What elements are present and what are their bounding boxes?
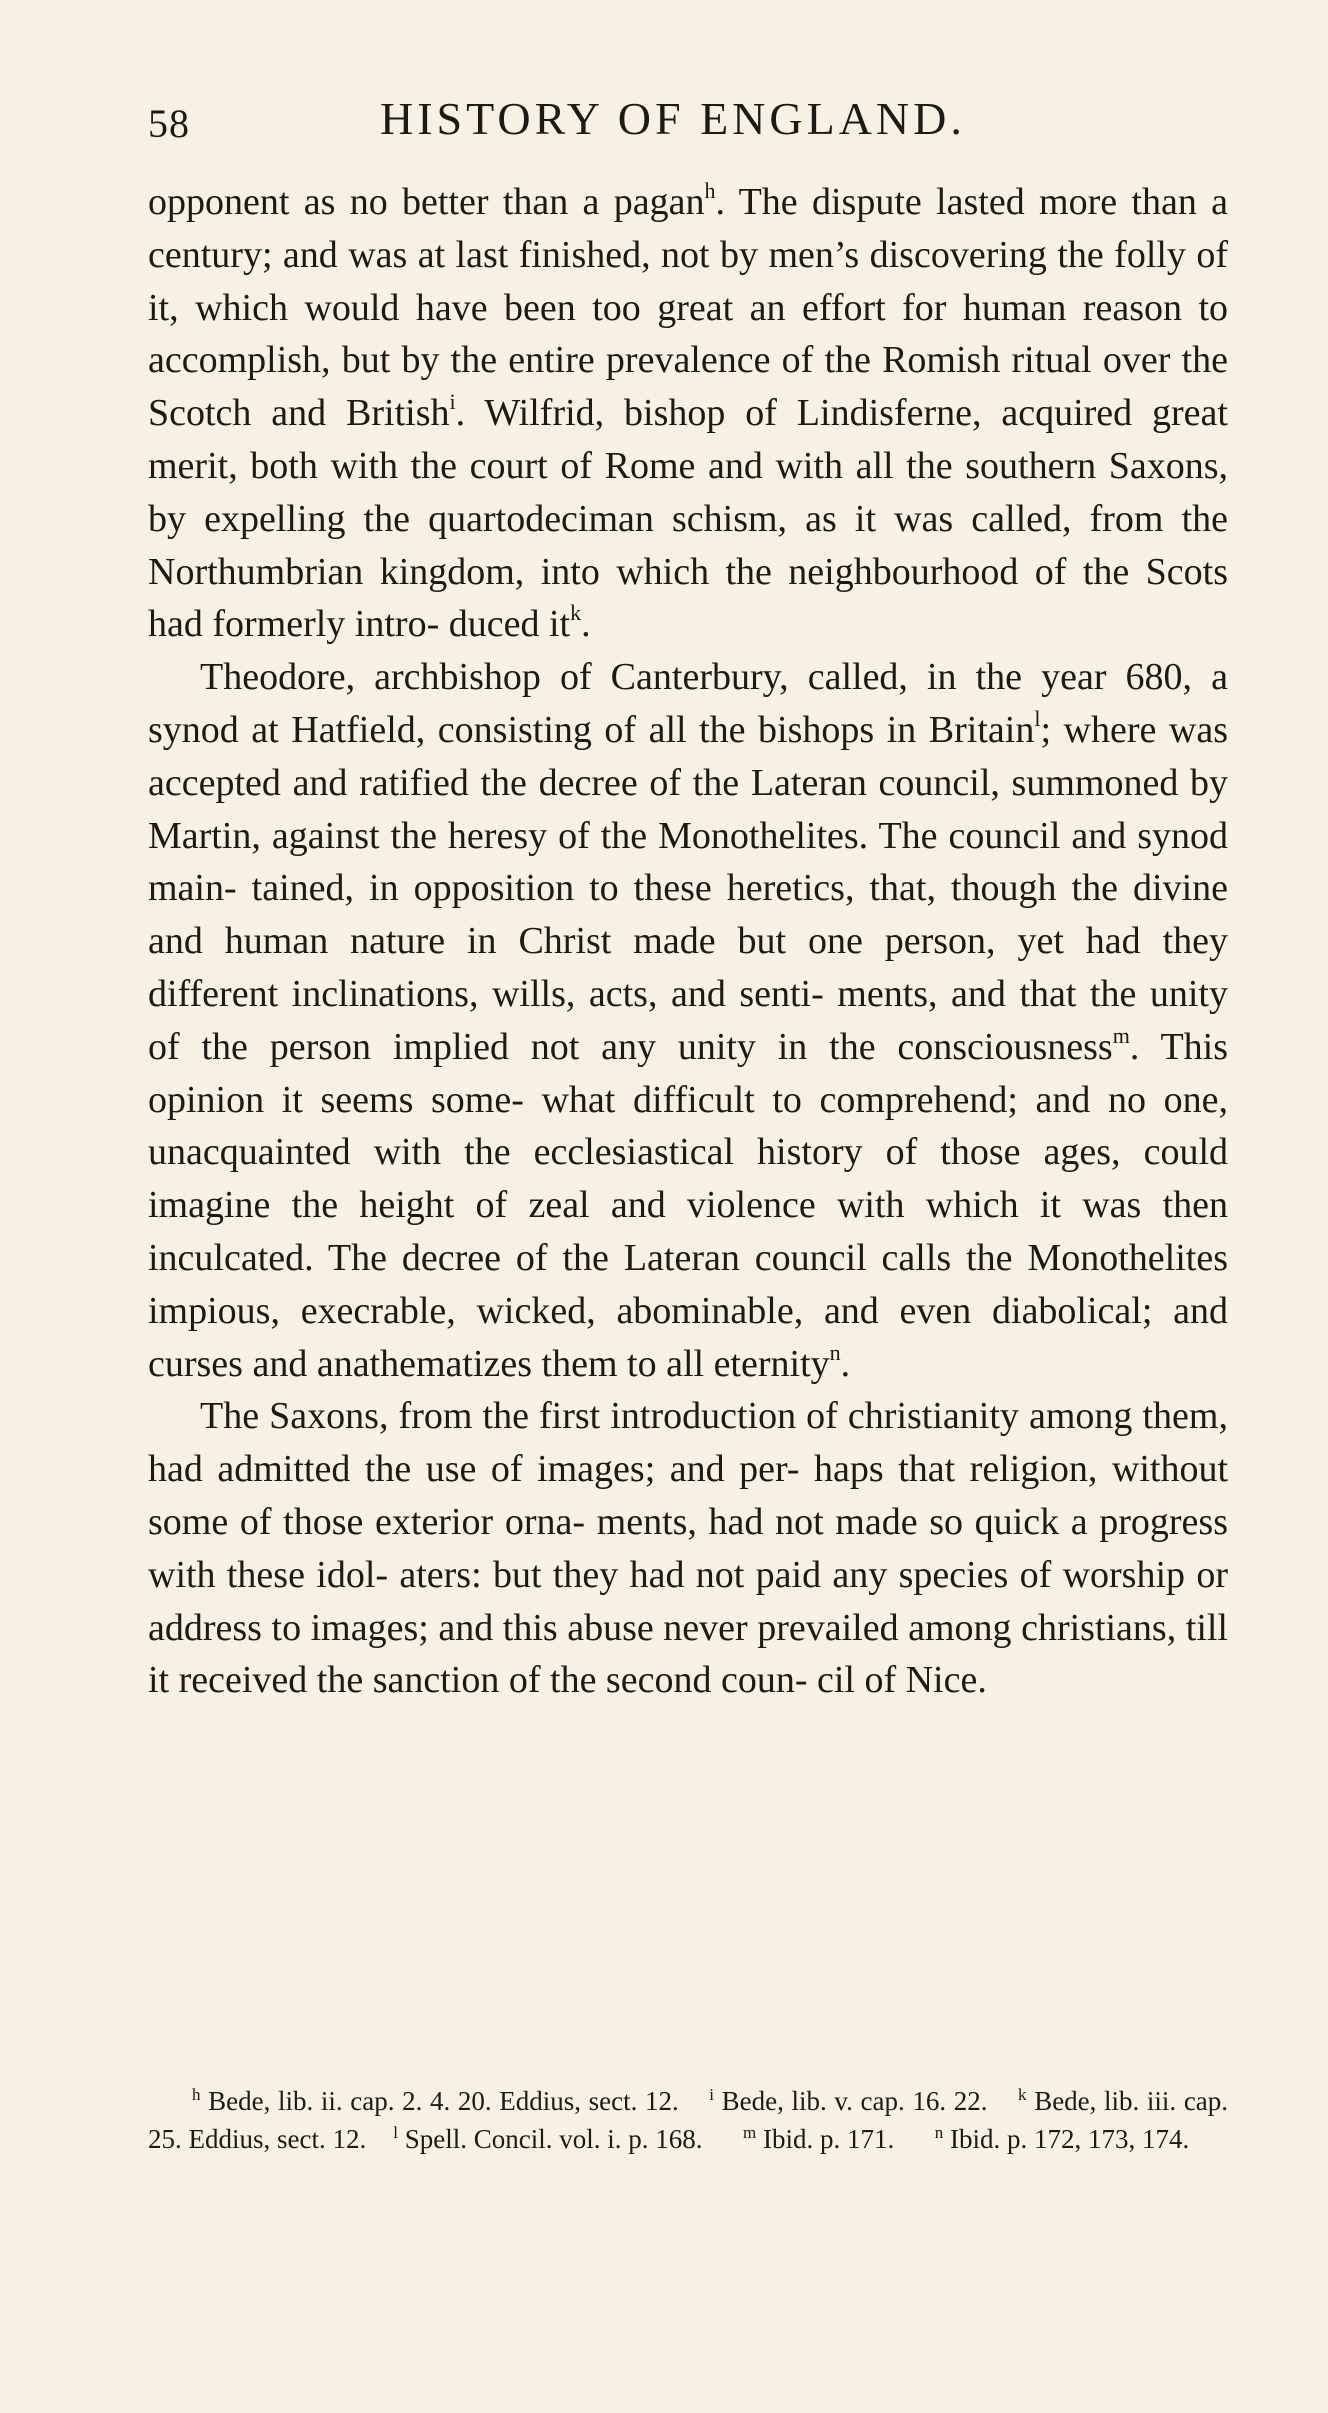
footnote-h: Bede, lib. ii. cap. 2. 4. 20. Eddius, sect. 12. — [208, 2086, 679, 2116]
footnote-block — [148, 2082, 1228, 2158]
paragraph-2-text-a: Theodore, archbishop of Canterbury, called, in the year 680, a synod at Hatfield, consisting of all the bishops in Britain — [148, 656, 1228, 751]
paragraph-2-text-b: ; where was accepted and ratified the decree of the Lateran council, summoned by Martin, against the heresy of the Monothelites. The council and synod main- tained, in opposition to these heretics, that, though the divine and human nature in Christ made but one person, yet had they different inclinations, wills, acts, and senti- ments, and that the unity of the person implied not any unity in the consciousness — [148, 708, 1229, 1068]
paragraph-2-text-c: . This opinion it seems some- what difficult to comprehend; and no one, unacquainted with the ecclesiastical history of those ages, could imagine the height of zeal and violence with which it was then inculcated. The decree of the Lateran council calls the Monothelites impious, execrable, wicked, abominable, and even diabolical; and curses and anathematizes them to all eternity — [148, 1025, 1229, 1385]
footnote-mark-i: i — [709, 2085, 715, 2104]
footnote-ref-m: m — [1112, 1022, 1130, 1048]
footnote-mark-n: n — [934, 2123, 944, 2142]
paragraph-2 — [148, 651, 1228, 1390]
footnote-n: Ibid. p. 172, 173, 174. — [949, 2124, 1190, 2154]
paragraph-1-text-b: . The dispute lasted more than a century; and was at last finished, not by men’s discovering the folly of it, which would have been too great an effort for human reason to accomplish, but by the entire prevalence of the Romish ritual over the Scotch and British — [148, 181, 1228, 435]
footnote-mark-h: h — [192, 2085, 201, 2104]
running-title: HISTORY OF ENGLAND. — [380, 93, 966, 144]
footnote-ref-i: i — [449, 389, 456, 415]
paragraph-1 — [148, 176, 1228, 651]
footnote-ref-k: k — [570, 600, 582, 626]
footnotes — [148, 2082, 1228, 2158]
paragraph-1-text-a: opponent as no better than a pagan — [148, 181, 705, 223]
footnote-l: Spell. Concil. vol. i. p. 168. — [404, 2124, 703, 2154]
page-number: 58 — [148, 101, 190, 146]
footnote-mark-k: k — [1018, 2085, 1027, 2104]
running-header — [148, 92, 1228, 162]
footnote-k: Bede, lib. iii. cap. 25. Eddius, sect. 12. — [148, 2086, 1229, 2154]
footnote-ref-l: l — [1034, 705, 1041, 731]
paragraph-3 — [148, 1390, 1228, 1707]
footnote-i: Bede, lib. v. cap. 16. 22. — [721, 2086, 988, 2116]
paragraph-3-text: The Saxons, from the first introduction of christianity among them, had admitted the use of images; and per- haps that religion, without some of those exterior orna- ments, had not made so quick a progress with these idol- aters: but they had not paid any species of worship or address to images; and this abuse never prevailed among christians, till it received the sanction of the second coun- cil of Nice. — [148, 1395, 1228, 1702]
footnote-ref-h: h — [704, 178, 716, 203]
footnote-mark-m: m — [742, 2123, 757, 2142]
paragraph-1-text-c: . Wilfrid, bishop of Lindisferne, acquired great merit, both with the court of Rome and with all the southern Saxons, by expelling the quartodeciman schism, as it was called, from the Northumbrian kingdom, into which the neighbourhood of the Scots had formerly intro- duced it — [148, 392, 1228, 646]
footnote-ref-n: n — [829, 1339, 841, 1365]
body-text — [148, 176, 1228, 1707]
paragraph-1-text-d: . — [581, 603, 591, 646]
paragraph-2-text-d: . — [840, 1342, 851, 1385]
footnote-m: Ibid. p. 171. — [762, 2124, 895, 2154]
footnote-mark-l: l — [393, 2123, 398, 2142]
